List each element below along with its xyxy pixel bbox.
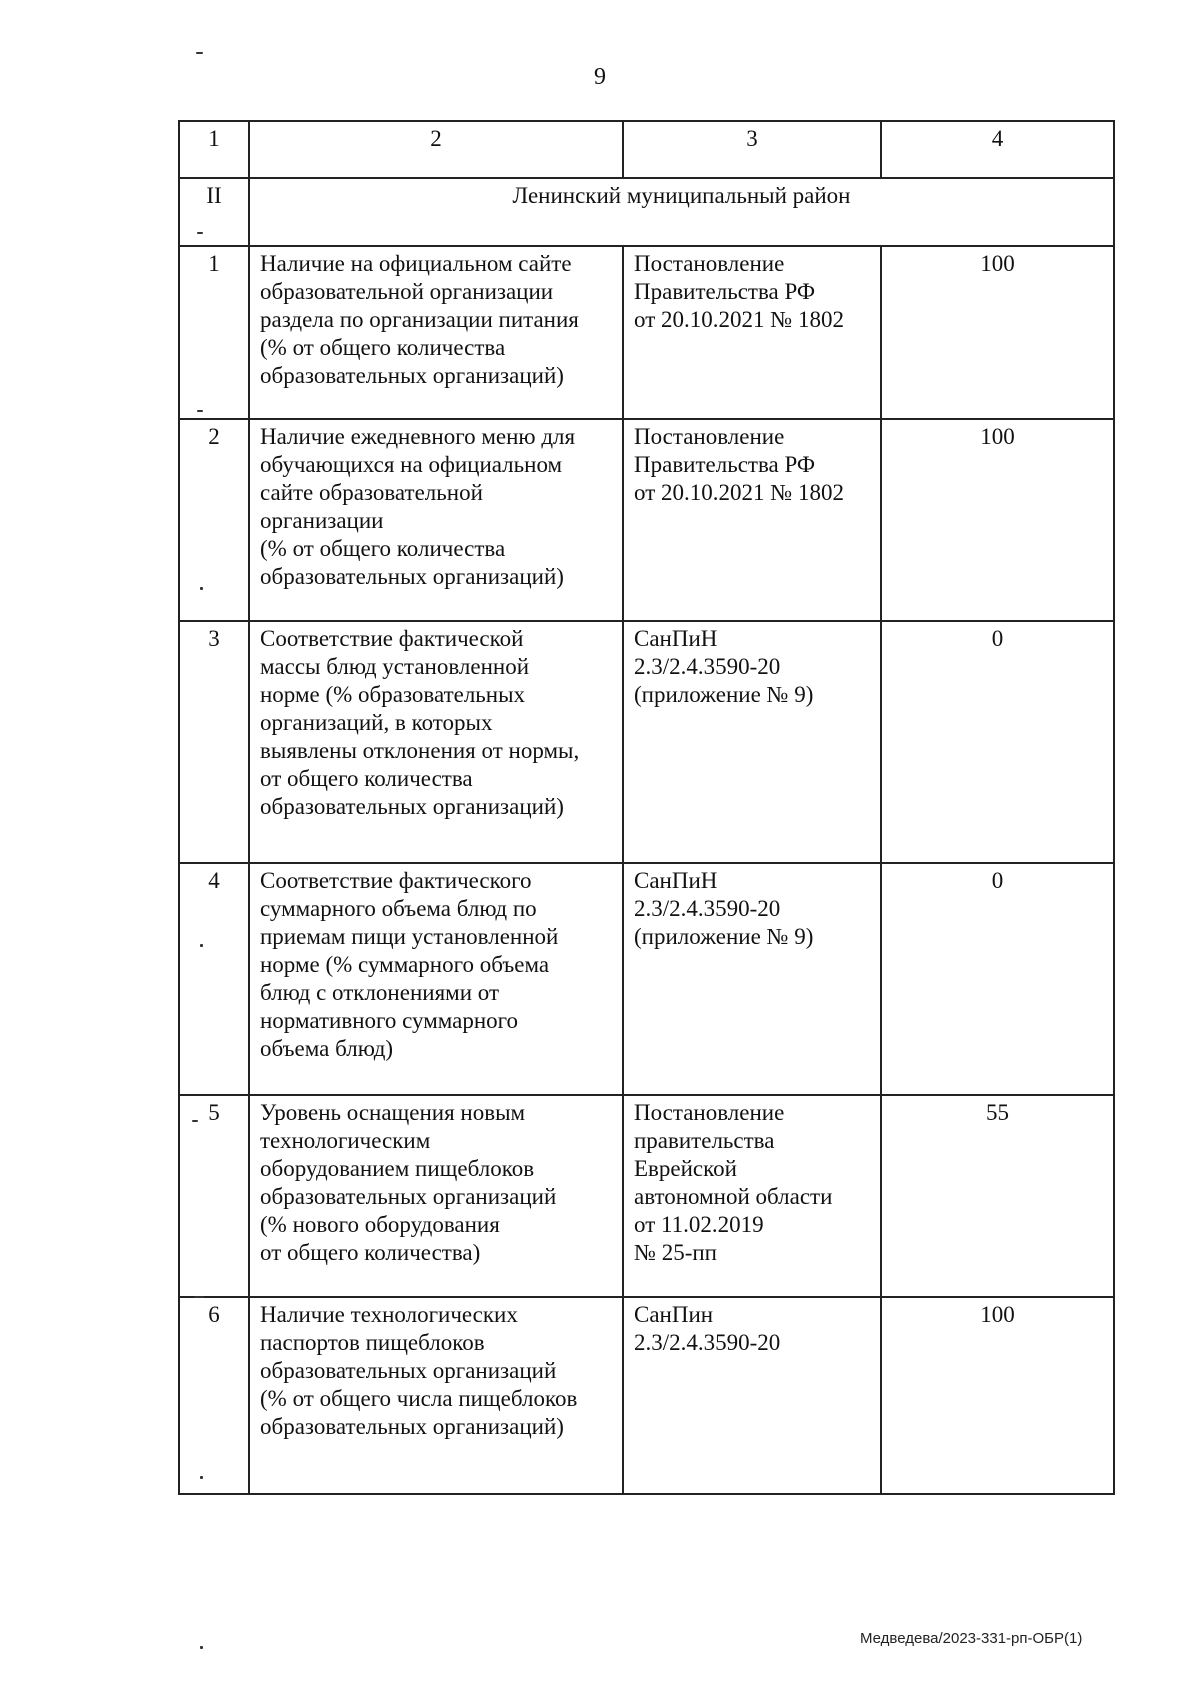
basis-cell: СанПин 2.3/2.4.3590-20 (623, 1297, 881, 1494)
indicator-cell: Наличие ежедневного меню для обучающихся на официальном сайте образовательной организации (% от общего количества образовательных организаций) (249, 419, 623, 621)
scan-speck (200, 944, 203, 947)
column-number-1: 1 (179, 121, 249, 178)
column-number-row (179, 121, 1114, 178)
basis-cell: СанПиН 2.3/2.4.3590-20 (приложение № 9) (623, 863, 881, 1095)
scan-speck (197, 410, 203, 412)
basis-cell: Постановление правительства Еврейской автономной области от 11.02.2019 № 25-пп (623, 1095, 881, 1297)
row-number: 5 (179, 1095, 249, 1297)
indicator-cell: Соответствие фактического суммарного объема блюд по приемам пищи установленной норме (% суммарного объема блюд с отклонениями от нормативного суммарного объема блюд) (249, 863, 623, 1095)
indicators-table (178, 120, 1115, 1495)
row-number: 2 (179, 419, 249, 621)
value-cell: 55 (881, 1095, 1114, 1297)
section-row (179, 178, 1114, 246)
section-number: II (179, 178, 249, 246)
value-cell: 0 (881, 863, 1114, 1095)
row-number: 3 (179, 621, 249, 863)
scan-speck (200, 1646, 203, 1649)
basis-cell: Постановление Правительства РФ от 20.10.2021 № 1802 (623, 246, 881, 419)
indicator-cell: Соответствие фактической массы блюд установленной норме (% образовательных организаций, в которых выявлены отклонения от нормы, от общего количества образовательных организаций) (249, 621, 623, 863)
table-row (179, 1095, 1114, 1297)
scan-speck (192, 1120, 198, 1122)
row-number: 4 (179, 863, 249, 1095)
value-cell: 100 (881, 419, 1114, 621)
indicator-cell: Уровень оснащения новым технологическим оборудованием пищеблоков образовательных организаций (% нового оборудования от общего количества) (249, 1095, 623, 1297)
scan-speck (194, 1296, 204, 1298)
table-row (179, 621, 1114, 863)
value-cell: 100 (881, 1297, 1114, 1494)
basis-cell: СанПиН 2.3/2.4.3590-20 (приложение № 9) (623, 621, 881, 863)
column-number-3: 3 (623, 121, 881, 178)
scan-speck (200, 1476, 203, 1479)
section-title: Ленинский муниципальный район (249, 178, 1114, 246)
table-row (179, 246, 1114, 419)
row-number: 6 (179, 1297, 249, 1494)
row-number: 1 (179, 246, 249, 419)
indicator-cell: Наличие технологических паспортов пищеблоков образовательных организаций (% от общего числа пищеблоков образовательных организаций) (249, 1297, 623, 1494)
column-number-2: 2 (249, 121, 623, 178)
scan-speck (196, 52, 203, 54)
table-row (179, 863, 1114, 1095)
page-number: 9 (594, 64, 606, 90)
document-registration-code: Медведева/2023-331-рп-ОБР(1) (860, 1630, 1083, 1647)
column-number-4: 4 (881, 121, 1114, 178)
value-cell: 0 (881, 621, 1114, 863)
table-row (179, 1297, 1114, 1494)
indicator-cell: Наличие на официальном сайте образовательной организации раздела по организации питания (% от общего количества образовательных организаций) (249, 246, 623, 419)
scan-speck (200, 587, 203, 590)
table-row (179, 419, 1114, 621)
value-cell: 100 (881, 246, 1114, 419)
scan-speck (197, 232, 203, 234)
basis-cell: Постановление Правительства РФ от 20.10.2021 № 1802 (623, 419, 881, 621)
